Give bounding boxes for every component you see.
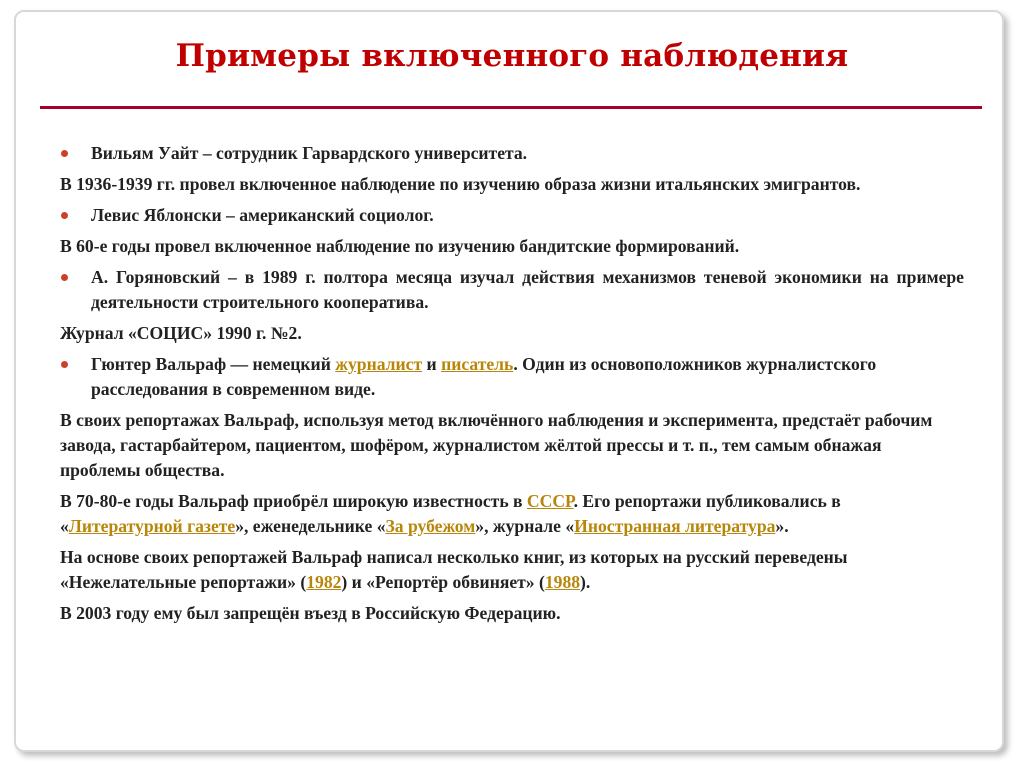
- paragraph: [60, 321, 964, 346]
- text-run: ).: [580, 572, 591, 592]
- text-run: . Его репортажи публиковались в «: [60, 491, 841, 536]
- text-run: В 70-80-е годы Вальраф приобрёл широкую известность в: [60, 491, 527, 511]
- text-run: В 2003 году ему был запрещён въезд в Российскую Федерацию.: [60, 603, 561, 623]
- inline-link[interactable]: Литературной газете: [68, 516, 236, 536]
- text-run: . Один из основоположников журналистского расследования в современном виде.: [91, 354, 877, 399]
- paragraph: [60, 489, 964, 539]
- text-run: В 1936-1939 гг. провел включенное наблюдение по изучению образа жизни итальянских эмигрантов.: [60, 174, 861, 194]
- inline-link[interactable]: журналист: [335, 354, 423, 374]
- bullet-dot-icon: [61, 274, 68, 281]
- text-run: А. Горяновский – в 1989 г. полтора месяца изучал действия механизмов теневой экономики на примере деятельности строительного кооператива.: [91, 267, 964, 312]
- text-run: Журнал «СОЦИС» 1990 г. №2.: [60, 323, 302, 343]
- bullet-dot-icon: [61, 150, 68, 157]
- bullet-dot-icon: [61, 361, 68, 368]
- text-run: На основе своих репортажей Вальраф написал несколько книг, из которых на русский переведены «Нежелательные репортажи» (: [60, 547, 848, 592]
- text-run: В 60-е годы провел включенное наблюдение по изучению бандитские формирований.: [60, 236, 740, 256]
- inline-link[interactable]: 1988: [544, 572, 581, 592]
- text-run: Гюнтер Вальраф — немецкий: [91, 354, 336, 374]
- title-underline: [40, 106, 982, 109]
- bullet-item: [60, 203, 964, 228]
- bullet-item: [60, 141, 964, 166]
- slide-body: [60, 141, 964, 632]
- bullet-dot-icon: [61, 212, 68, 219]
- text-run: Вильям Уайт – сотрудник Гарвардского университета.: [91, 143, 528, 163]
- inline-link[interactable]: 1982: [306, 572, 342, 592]
- text-run: », еженедельнике «: [235, 516, 386, 536]
- text-run: Левис Яблонски – американский социолог.: [91, 205, 434, 225]
- text-run: и: [422, 354, 442, 374]
- paragraph: [60, 234, 964, 259]
- paragraph: [60, 172, 964, 197]
- text-run: ».: [775, 516, 789, 536]
- paragraph: [60, 545, 964, 595]
- bullet-item: [60, 352, 964, 402]
- paragraph: [60, 408, 964, 483]
- text-run: », журнале «: [475, 516, 575, 536]
- inline-link[interactable]: писатель: [441, 354, 514, 374]
- text-run: ) и «Репортёр обвиняет» (: [341, 572, 545, 592]
- inline-link[interactable]: Иностранная литература: [574, 516, 776, 536]
- text-run: В своих репортажах Вальраф, используя метод включённого наблюдения и эксперимента, предстаёт рабочим завода, гастарбайтером, пациентом, шофёром, журналистом жёлтой прессы и т. п., тем самым обнажая проблемы общества.: [60, 410, 933, 480]
- slide-title: Примеры включенного наблюдения: [175, 38, 849, 74]
- paragraph: [60, 601, 964, 626]
- bullet-item: [60, 265, 964, 315]
- inline-link[interactable]: СССР: [526, 491, 574, 511]
- inline-link[interactable]: За рубежом: [385, 516, 476, 536]
